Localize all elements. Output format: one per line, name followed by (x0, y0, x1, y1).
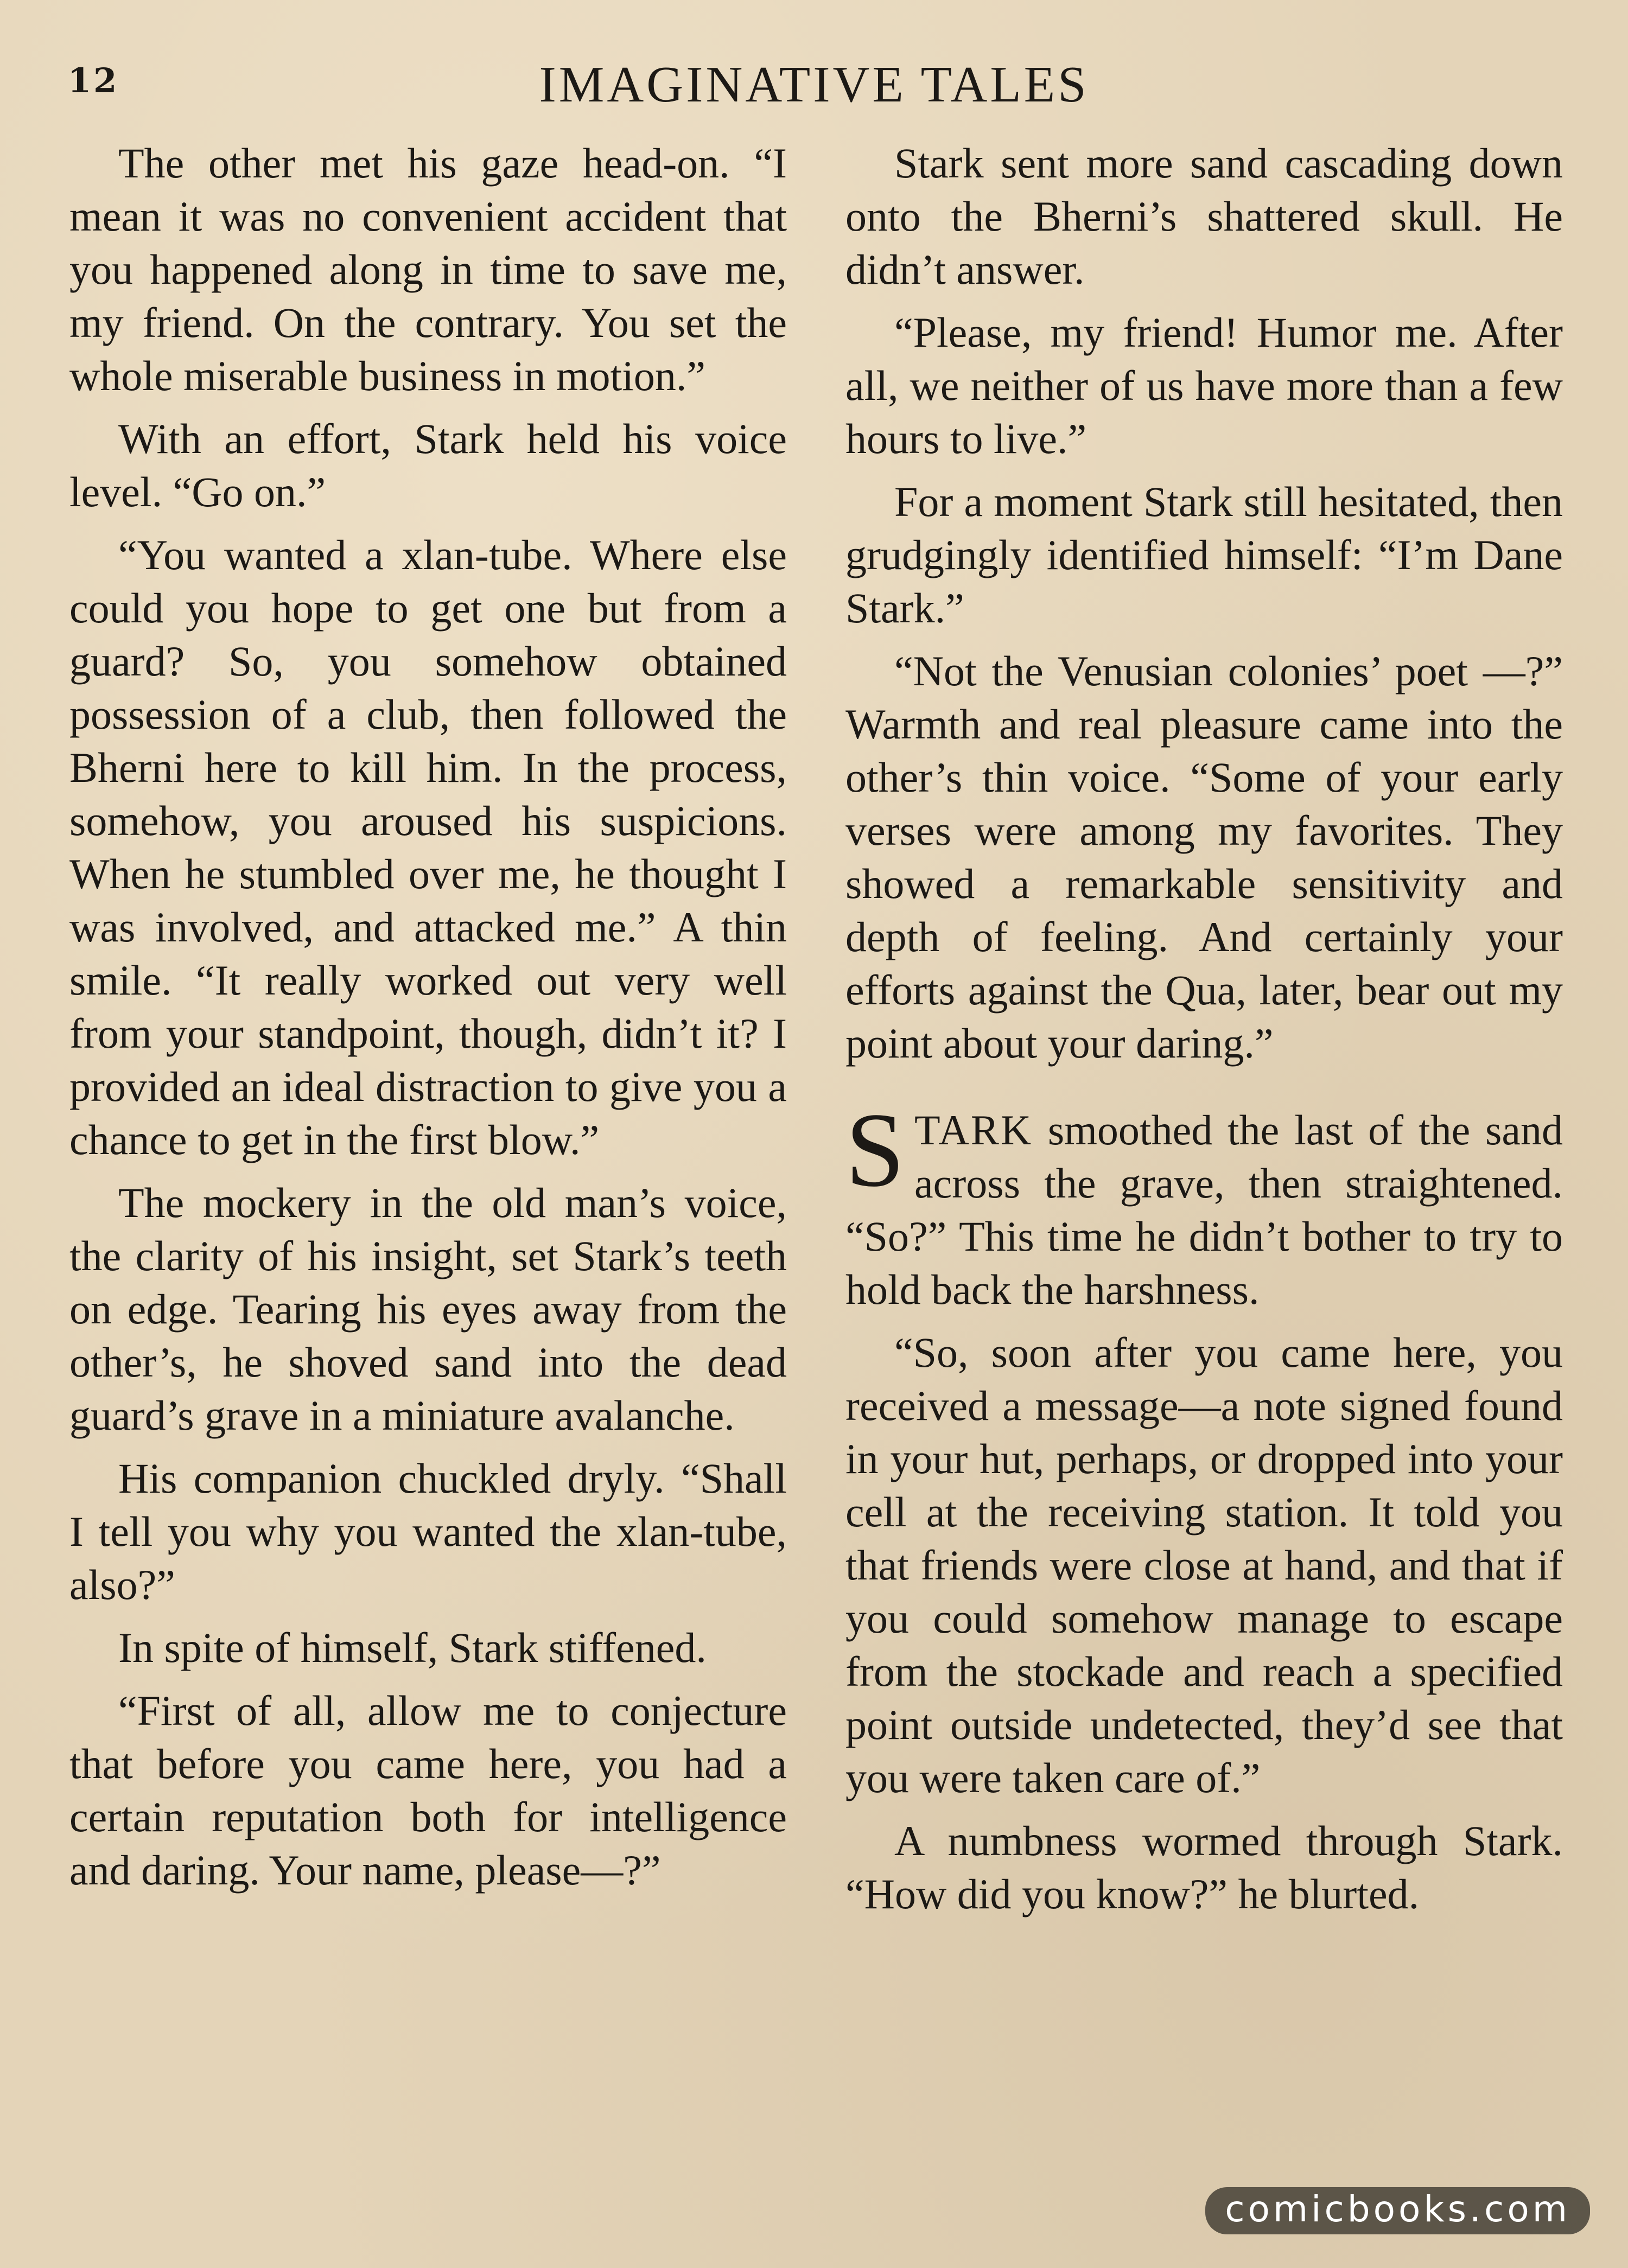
running-head-title: IMAGINATIVE TALES (539, 56, 1089, 113)
paragraph: “So, soon after you came here, you received a message—a note signed found in your hut, perhaps, or dropped into your cell at the receiving station. It told you that friends were close at hand, and that if you could somehow manage to escape from the stockade and reach a specified point outside undetected, they’d see that you were taken care of.” (845, 1329, 1563, 1801)
paragraph: His companion chuckled dryly. “Shall I tell you why you wanted the xlan-tube, also?” (69, 1455, 787, 1608)
paragraph: With an effort, Stark held his voice level. “Go on.” (69, 415, 787, 515)
watermark-logo: comicbooks.com (1205, 2187, 1590, 2234)
paragraph: “Please, my friend! Humor me. After all, we neither of us have more than a few hours to live.” (845, 309, 1563, 462)
paragraph: “You wanted a xlan-tube. Where else could you hope to get one but from a guard? So, you somehow obtained possession of a club, then followed the Bherni here to kill him. In the process, somehow, you aroused his suspicions. When he stumbled over me, he thought I was involved, and attacked me.” A thin smile. “It really worked out very well from your standpoint, though, didn’t it? I provided an ideal distraction to give you a chance to get in the first blow.” (69, 531, 787, 1163)
left-text-column (69, 137, 787, 1907)
paragraph: For a moment Stark still hesitated, then grudgingly identified himself: “I’m Dane Stark.” (845, 478, 1563, 632)
paragraph: The mockery in the old man’s voice, the clarity of his insight, set Stark’s teeth on edge. Tearing his eyes away from the other’s, he shoved sand into the dead guard’s grave in a miniature avalanche. (69, 1179, 787, 1439)
paragraph: The other met his gaze head-on. “I mean it was no convenient accident that you happened along in time to save me, my friend. On the contrary. You set the whole miserable business in motion.” (69, 139, 787, 399)
right-text-column (845, 137, 1563, 1931)
paragraph: “Not the Venusian colonies’ poet —?” Warmth and real pleasure came into the other’s thin voice. “Some of your early verses were among my favorites. They showed a remarkable sensitivity and depth of feeling. And certainly your efforts against the Qua, later, bear out my point about your daring.” (845, 647, 1563, 1067)
paragraph: In spite of himself, Stark stiffened. (118, 1624, 707, 1671)
paragraph: Stark sent more sand cascading down onto the Bherni’s shattered skull. He didn’t answer. (845, 139, 1563, 293)
drop-cap-letter: S (845, 1091, 905, 1209)
drop-cap-paragraph-text: smoothed the last of the sand across the grave, then straightened. “So?” This time he didn’t bother to try to hold back the harshness. (845, 1106, 1563, 1313)
paragraph: “First of all, allow me to conjecture that before you came here, you had a certain reputation both for intelligence and daring. Your name, please—?” (69, 1687, 787, 1894)
page-number: 12 (68, 61, 119, 100)
paragraph: A numbness wormed through Stark. “How did you know?” he blurted. (845, 1817, 1563, 1917)
section-break-paragraph (845, 1091, 1563, 1316)
drop-cap-small-caps: TARK (914, 1106, 1033, 1154)
